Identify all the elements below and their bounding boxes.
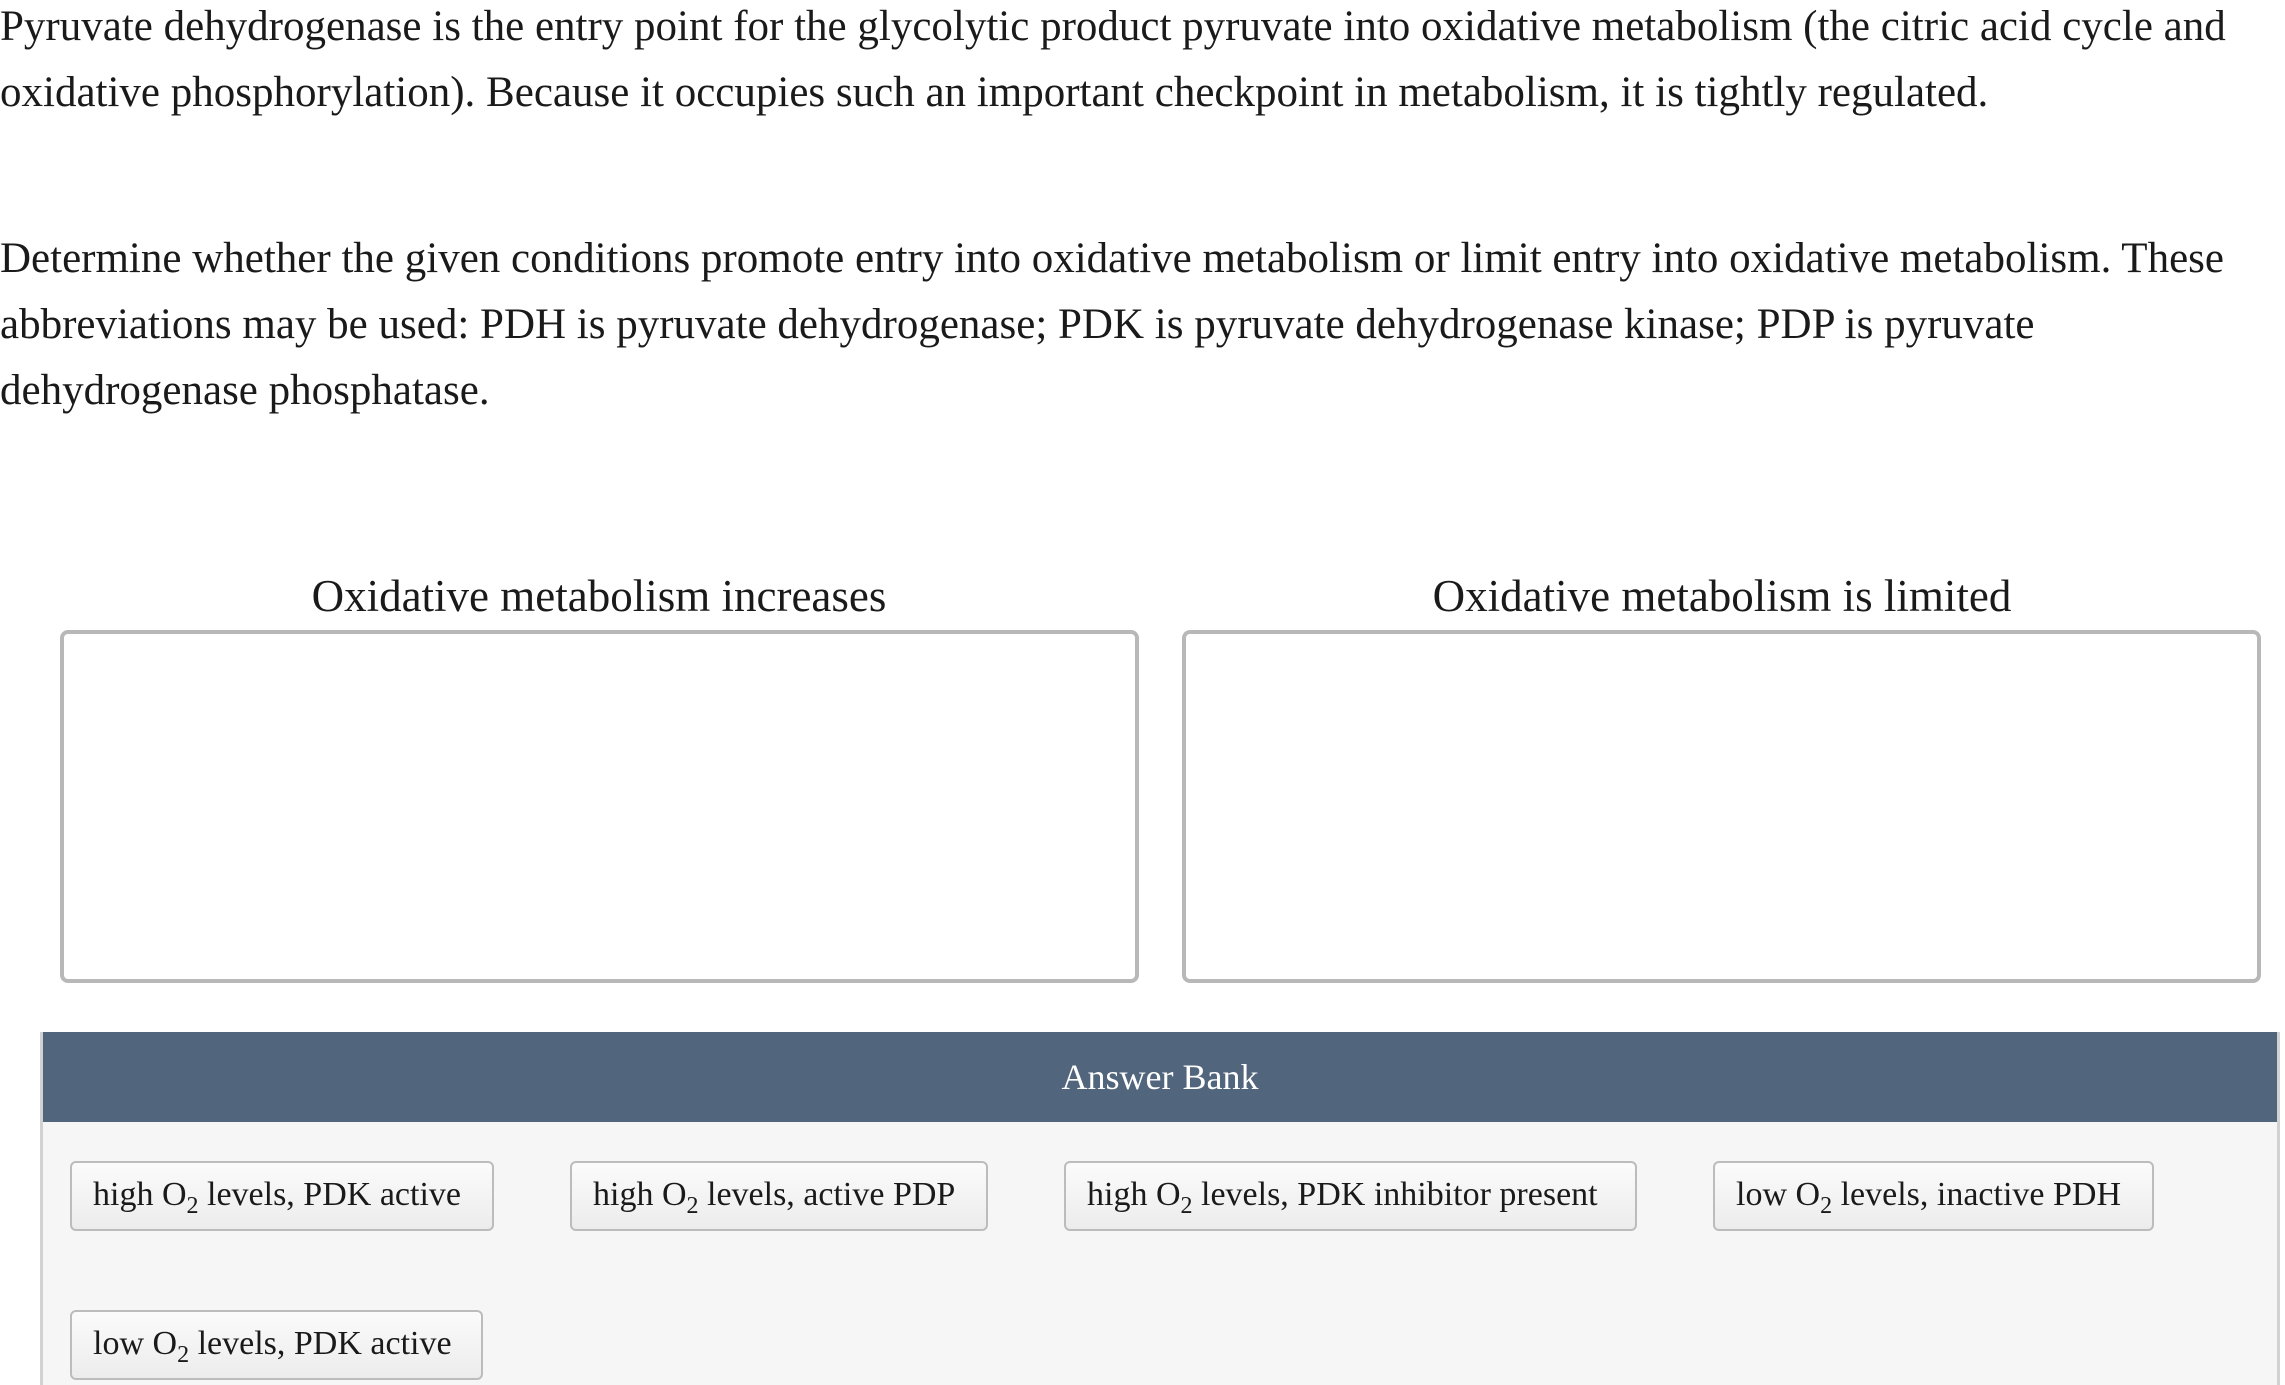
chip-subscript: 2 xyxy=(1820,1193,1833,1219)
chip-subscript: 2 xyxy=(186,1193,199,1219)
chip-text: high O xyxy=(93,1176,187,1213)
answer-bank-title: Answer Bank xyxy=(43,1032,2277,1122)
chip-text: high O xyxy=(1087,1176,1181,1213)
answer-chip-high-o2-active-pdp[interactable] xyxy=(570,1161,988,1231)
question-intro: Pyruvate dehydrogenase is the entry point for the glycolytic product pyruvate into oxidative metabolism (the citric acid cycle and oxidative phosphorylation). Because it occupies such an important checkpoint in metabolism, it is tightly regulated. xyxy=(0,3,2226,116)
chip-text: low O xyxy=(93,1325,178,1362)
chip-text: low O xyxy=(1736,1176,1821,1213)
chip-text: levels, active PDP xyxy=(698,1176,956,1213)
chip-subscript: 2 xyxy=(1180,1193,1193,1219)
chip-text: high O xyxy=(593,1176,687,1213)
answer-bank xyxy=(40,1032,2280,1385)
chip-text: levels, PDK active xyxy=(198,1176,461,1213)
answer-chip-high-o2-pdk-inhibitor[interactable] xyxy=(1064,1161,1637,1231)
chip-text: levels, PDK inhibitor present xyxy=(1192,1176,1598,1213)
chip-subscript: 2 xyxy=(686,1193,699,1219)
zone-label-limited: Oxidative metabolism is limited xyxy=(1432,571,2012,621)
answer-chip-high-o2-pdk-active[interactable] xyxy=(70,1161,494,1231)
chip-subscript: 2 xyxy=(177,1342,190,1368)
zone-label-increases: Oxidative metabolism increases xyxy=(311,571,887,621)
dropzone-limited[interactable] xyxy=(1182,630,2261,983)
answer-chip-low-o2-inactive-pdh[interactable] xyxy=(1713,1161,2154,1231)
dropzone-increases[interactable] xyxy=(60,630,1139,983)
chip-text: levels, PDK active xyxy=(189,1325,452,1362)
question-instructions: Determine whether the given conditions promote entry into oxidative metabolism or limit entry into oxidative metabolism. These abbreviations may be used: PDH is pyruvate dehydrogenase; PDK is pyruvate dehydrogenase kinase; PDP is pyruvate dehydrogenase phosphatase. xyxy=(0,235,2224,414)
chip-text: levels, inactive PDH xyxy=(1832,1176,2121,1213)
answer-chip-low-o2-pdk-active[interactable] xyxy=(70,1310,483,1380)
